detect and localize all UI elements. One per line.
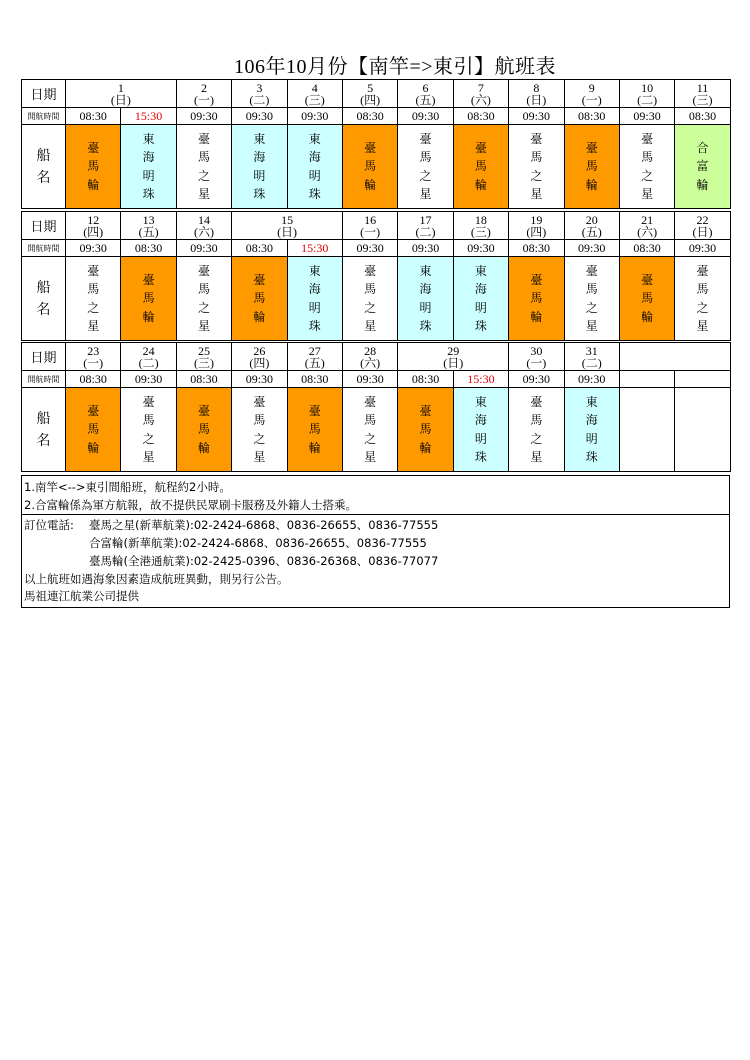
ship-label (22, 257, 66, 341)
date-cell (509, 212, 564, 240)
date-label: 日期 (22, 80, 66, 108)
weekday: (五) (304, 355, 325, 370)
weekday: (六) (637, 224, 658, 239)
departure-time: 08:30 (509, 240, 564, 257)
weekday: (一) (360, 224, 381, 239)
ship-label (22, 125, 66, 209)
ship-name-cell: 臺 馬 輪 (66, 125, 121, 209)
departure-time: 08:30 (121, 240, 176, 257)
ship-name-cell: 臺 馬 之 星 (564, 257, 619, 341)
ship-label-char: 船 (36, 410, 51, 427)
departure-time: 08:30 (287, 371, 342, 388)
ship-name-cell: 東 海 明 珠 (121, 125, 176, 209)
date-cell (342, 212, 397, 240)
ship-name-cell: 臺 馬 之 星 (232, 388, 287, 472)
booking-phone-1: 臺馬之星(新華航業):02-2424-6868、0836-26655、0836-77555 (89, 518, 439, 532)
day-number: 25 (197, 343, 210, 358)
weekday: (日) (110, 92, 131, 107)
ship-name-cell: 臺 馬 之 星 (509, 388, 564, 472)
ship-name-cell: 臺 馬 輪 (398, 388, 453, 472)
date-cell (232, 80, 287, 108)
notes-box (21, 475, 730, 608)
time-row (22, 240, 731, 257)
day-number: 2 (200, 80, 207, 95)
date-cell (509, 343, 564, 371)
ship-name-cell: 臺 馬 輪 (66, 388, 121, 472)
date-cell (619, 80, 674, 108)
note-weather: 以上航班如遇海象因素造成航班異動，則另行公告。 (24, 572, 289, 586)
day-number: 5 (367, 80, 374, 95)
weekday: (一) (83, 355, 104, 370)
departure-time: 09:30 (232, 108, 287, 125)
note-military-ship: 2.合富輪係為軍方航報，故不提供民眾刷卡服務及外籍人士搭乘。 (24, 498, 357, 512)
weekday: (六) (193, 224, 214, 239)
date-cell (675, 212, 730, 240)
departure-time: 09:30 (453, 240, 508, 257)
departure-time: 09:30 (287, 108, 342, 125)
day-number: 1 (117, 80, 124, 95)
ship-label-char: 名 (36, 169, 51, 186)
ship-label (22, 388, 66, 472)
date-cell (176, 80, 231, 108)
ship-name-cell: 臺 馬 之 星 (509, 125, 564, 209)
time-row (22, 108, 731, 125)
date-cell (287, 343, 342, 371)
day-number: 15 (281, 212, 294, 227)
departure-time: 09:30 (564, 371, 619, 388)
weekday: (一) (193, 92, 214, 107)
weekday: (四) (360, 92, 381, 107)
date-cell (342, 80, 397, 108)
ship-name-cell: 東 海 明 珠 (232, 125, 287, 209)
ship-label-char: 船 (36, 147, 51, 164)
empty-cell (675, 388, 730, 472)
ship-name-cell: 臺 馬 輪 (121, 257, 176, 341)
date-cell (342, 343, 397, 371)
date-cell (287, 80, 342, 108)
day-number: 20 (585, 212, 598, 227)
empty-cell (675, 371, 730, 388)
date-cell (176, 343, 231, 371)
booking-phone-2: 合富輪(新華航業):02-2424-6868、0836-26655、0836-77555 (89, 536, 427, 550)
date-label: 日期 (22, 212, 66, 240)
notes-divider (22, 514, 729, 515)
ship-name-cell: 東 海 明 珠 (564, 388, 619, 472)
ship-name-cell: 臺 馬 之 星 (342, 388, 397, 472)
date-cell (453, 212, 508, 240)
day-number: 28 (364, 343, 377, 358)
day-number: 21 (641, 212, 654, 227)
note-route: 1.南竿<-->東引間船班，航程約2小時。 (24, 480, 231, 494)
date-label: 日期 (22, 343, 66, 371)
weekday: (一) (526, 355, 547, 370)
day-number: 11 (696, 80, 709, 95)
weekday: (二) (415, 224, 436, 239)
day-number: 24 (142, 343, 155, 358)
ship-row (22, 125, 731, 209)
day-number: 23 (87, 343, 100, 358)
date-cell (121, 212, 176, 240)
departure-time: 09:30 (398, 108, 453, 125)
day-number: 31 (585, 343, 598, 358)
note-provider: 馬祖連江航業公司提供 (24, 589, 139, 603)
schedule-section-1 (21, 79, 731, 209)
departure-time: 09:30 (675, 240, 730, 257)
ship-name-cell: 臺 馬 之 星 (176, 257, 231, 341)
ship-name-cell: 臺 馬 之 星 (66, 257, 121, 341)
ship-name-cell: 臺 馬 輪 (619, 257, 674, 341)
departure-time-label: 開航時間 (22, 240, 66, 257)
date-cell (176, 212, 231, 240)
departure-time: 08:30 (232, 240, 287, 257)
date-cell (398, 343, 509, 371)
departure-time: 08:30 (675, 108, 730, 125)
ship-row (22, 257, 731, 341)
departure-time: 08:30 (619, 240, 674, 257)
ship-name-cell: 臺 馬 輪 (509, 257, 564, 341)
departure-time-label: 開航時間 (22, 371, 66, 388)
weekday: (四) (526, 224, 547, 239)
departure-time: 08:30 (66, 371, 121, 388)
departure-time: 15:30 (453, 371, 508, 388)
departure-time: 09:30 (66, 240, 121, 257)
booking-phone-3: 臺馬輪(全港通航業):02-2425-0396、0836-26368、0836-77077 (89, 554, 439, 568)
day-number: 27 (308, 343, 321, 358)
weekday: (四) (249, 355, 270, 370)
day-number: 26 (253, 343, 266, 358)
departure-time: 08:30 (398, 371, 453, 388)
ship-name-cell: 臺 馬 之 星 (121, 388, 176, 472)
ship-label-char: 船 (36, 279, 51, 296)
date-row (22, 212, 731, 240)
departure-time: 09:30 (619, 108, 674, 125)
departure-time: 08:30 (66, 108, 121, 125)
day-number: 9 (588, 80, 595, 95)
date-cell (66, 212, 121, 240)
day-number: 7 (477, 80, 484, 95)
weekday: (日) (692, 224, 713, 239)
day-number: 6 (422, 80, 429, 95)
departure-time: 09:30 (564, 240, 619, 257)
ship-name-cell: 合 富 輪 (675, 125, 730, 209)
day-number: 3 (256, 80, 263, 95)
date-cell (509, 80, 564, 108)
day-number: 30 (530, 343, 543, 358)
date-row (22, 80, 731, 108)
day-number: 19 (530, 212, 543, 227)
date-cell (398, 80, 453, 108)
day-number: 8 (533, 80, 540, 95)
weekday: (日) (277, 224, 298, 239)
departure-time: 08:30 (176, 371, 231, 388)
date-cell (564, 343, 619, 371)
weekday: (二) (138, 355, 159, 370)
date-cell (66, 80, 177, 108)
ship-name-cell: 臺 馬 之 星 (176, 125, 231, 209)
ship-name-cell: 東 海 明 珠 (398, 257, 453, 341)
weekday: (五) (581, 224, 602, 239)
departure-time: 09:30 (176, 108, 231, 125)
date-cell (121, 343, 176, 371)
day-number: 18 (474, 212, 487, 227)
departure-time: 15:30 (121, 108, 176, 125)
weekday: (三) (193, 355, 214, 370)
schedule-section-2 (21, 211, 731, 341)
weekday: (二) (637, 92, 658, 107)
day-number: 22 (696, 212, 709, 227)
ship-name-cell: 臺 馬 輪 (453, 125, 508, 209)
weekday: (四) (83, 224, 104, 239)
date-cell (453, 80, 508, 108)
departure-time: 09:30 (509, 108, 564, 125)
empty-cell (619, 371, 674, 388)
departure-time: 09:30 (398, 240, 453, 257)
date-cell (564, 80, 619, 108)
weekday: (六) (360, 355, 381, 370)
ship-name-cell: 臺 馬 輪 (232, 257, 287, 341)
schedule-section-3 (21, 342, 731, 472)
ship-name-cell: 東 海 明 珠 (287, 125, 342, 209)
date-cell (619, 212, 674, 240)
page-title: 106年10月份【南竿=>東引】航班表 (233, 56, 557, 78)
ship-name-cell: 臺 馬 之 星 (398, 125, 453, 209)
departure-time: 09:30 (121, 371, 176, 388)
ship-row (22, 388, 731, 472)
departure-time: 09:30 (342, 240, 397, 257)
weekday: (日) (443, 355, 464, 370)
date-cell (398, 212, 453, 240)
weekday: (五) (415, 92, 436, 107)
weekday: (三) (470, 224, 491, 239)
booking-label: 訂位電話: (24, 518, 74, 532)
day-number: 10 (641, 80, 654, 95)
ship-label-char: 名 (36, 301, 51, 318)
departure-time: 09:30 (342, 371, 397, 388)
departure-time: 08:30 (342, 108, 397, 125)
departure-time: 09:30 (509, 371, 564, 388)
departure-time: 08:30 (564, 108, 619, 125)
ship-name-cell: 臺 馬 之 星 (619, 125, 674, 209)
departure-time: 15:30 (287, 240, 342, 257)
departure-time: 09:30 (176, 240, 231, 257)
departure-time: 08:30 (453, 108, 508, 125)
weekday: (一) (581, 92, 602, 107)
day-number: 29 (447, 343, 460, 358)
weekday: (三) (304, 92, 325, 107)
departure-time-label: 開航時間 (22, 108, 66, 125)
weekday: (二) (581, 355, 602, 370)
date-cell (232, 343, 287, 371)
day-number: 12 (87, 212, 100, 227)
departure-time: 09:30 (232, 371, 287, 388)
ship-name-cell: 臺 馬 之 星 (675, 257, 730, 341)
ship-name-cell: 東 海 明 珠 (453, 257, 508, 341)
weekday: (二) (249, 92, 270, 107)
ship-name-cell: 東 海 明 珠 (287, 257, 342, 341)
ship-label-char: 名 (36, 432, 51, 449)
day-number: 13 (142, 212, 155, 227)
day-number: 17 (419, 212, 432, 227)
time-row (22, 371, 731, 388)
date-cell (675, 80, 730, 108)
date-cell (564, 212, 619, 240)
date-row (22, 343, 731, 371)
weekday: (五) (138, 224, 159, 239)
ship-name-cell: 臺 馬 輪 (342, 125, 397, 209)
weekday: (日) (526, 92, 547, 107)
weekday: (六) (470, 92, 491, 107)
ship-name-cell: 東 海 明 珠 (453, 388, 508, 472)
date-cell (66, 343, 121, 371)
ship-name-cell: 臺 馬 輪 (564, 125, 619, 209)
ship-name-cell: 臺 馬 輪 (287, 388, 342, 472)
empty-cell (619, 343, 730, 371)
day-number: 14 (197, 212, 210, 227)
day-number: 4 (311, 80, 318, 95)
empty-cell (619, 388, 674, 472)
date-cell (232, 212, 343, 240)
weekday: (三) (692, 92, 713, 107)
ship-name-cell: 臺 馬 之 星 (342, 257, 397, 341)
ship-name-cell: 臺 馬 輪 (176, 388, 231, 472)
day-number: 16 (364, 212, 377, 227)
